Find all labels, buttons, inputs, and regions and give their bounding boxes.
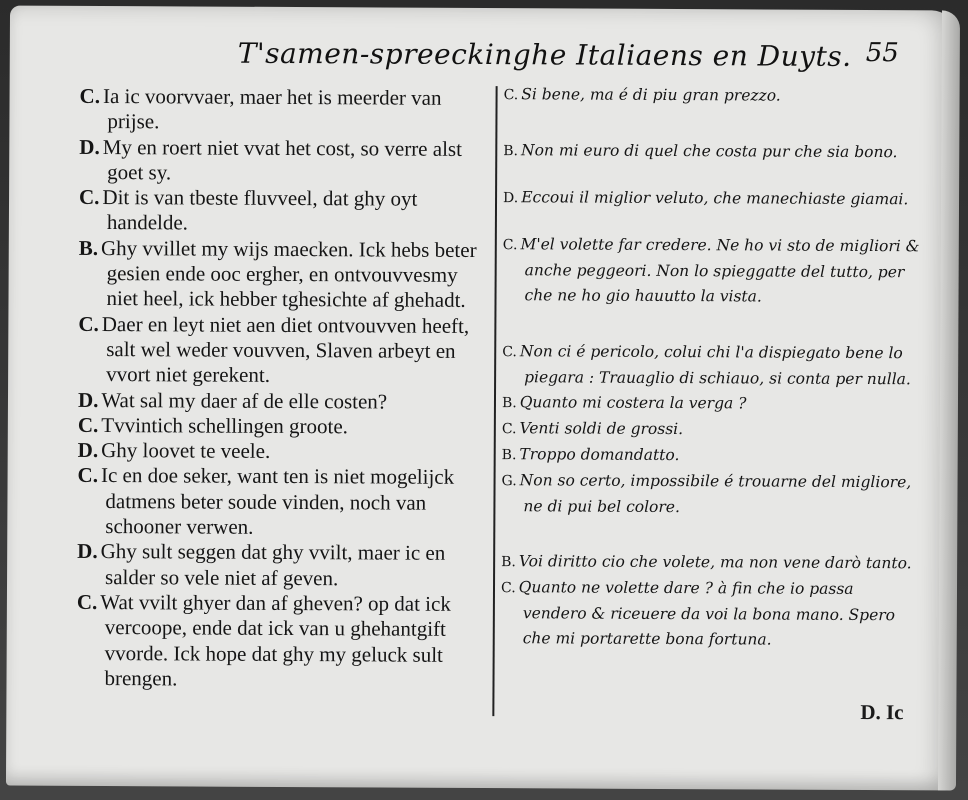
italian-line xyxy=(503,185,921,213)
dialogue-text: Wat sal my daer af de elle costen? xyxy=(101,387,388,414)
speaker-label: D. xyxy=(77,438,99,463)
dialogue-text: Troppo domandatto. xyxy=(519,445,680,465)
dutch-line xyxy=(76,590,489,693)
speaker-label: B. xyxy=(78,235,99,260)
page-edge xyxy=(938,10,960,790)
dialogue-text: Venti soldi de grossi. xyxy=(519,419,684,439)
speaker-label: D. xyxy=(77,387,99,412)
column-divider xyxy=(492,86,497,716)
speaker-label: C. xyxy=(78,185,100,210)
dutch-line xyxy=(78,387,490,414)
dialogue-text: My en roert niet vvat het cost, so verre alst goet sy. xyxy=(102,134,463,185)
italian-line xyxy=(501,549,919,577)
dialogue-text: M'el volette far credere. Ne ho vi sto de migliori & anche peggeori. Non lo spieggatte del tutto, per che ne ho gio hauutto la vista. xyxy=(520,235,920,306)
italian-line xyxy=(502,339,920,392)
dialogue-text: Non so certo, impossibile é trouarne del migliore, ne di pui bel colore. xyxy=(519,471,912,517)
dialogue-text: Non mi euro di quel che costa pur che sia bono. xyxy=(521,141,898,162)
italian-line xyxy=(502,232,920,310)
speaker-label: C. xyxy=(77,463,99,488)
dutch-column xyxy=(76,84,491,693)
speaker-label: D. xyxy=(77,539,98,564)
speaker-label: D. xyxy=(79,134,100,159)
dutch-line xyxy=(78,413,490,440)
dialogue-text: Non ci é pericolo, colui chi l'a dispiegato bene lo piegara : Trauaglio di schiauo, si conta per nulla. xyxy=(519,342,911,389)
dutch-line xyxy=(79,134,491,187)
dialogue-text: Quanto ne volette dare ? à fin che io passa vendero & riceuere da voi la bona mano. Spero che mi portarette bona fortuna. xyxy=(518,578,896,649)
dutch-line xyxy=(79,185,491,238)
dialogue-text: Ghy sult seggen dat ghy vvilt, maer ic en salder so vele niet af geven. xyxy=(100,539,446,590)
dialogue-text: Eccoui il miglior veluto, che manechiaste giamai. xyxy=(521,188,909,209)
speaker-label: C. xyxy=(78,311,99,336)
italian-column xyxy=(501,82,922,653)
dialogue-text: Ghy vvillet my wijs maecken. Ick hebs beter gesien ende ooc ergher, en ontvouvvesmy niet heel, ick hebber tghesichte af ghehadt. xyxy=(100,235,477,313)
dutch-line xyxy=(77,539,489,592)
dutch-line xyxy=(78,438,490,465)
speaker-label: B. xyxy=(501,395,517,412)
italian-line xyxy=(501,468,919,521)
dutch-line xyxy=(77,463,489,541)
italian-line xyxy=(502,416,920,444)
dialogue-text: Dit is van tbeste fluvveel, dat ghy oyt handelde. xyxy=(102,185,418,235)
speaker-label: B. xyxy=(501,447,517,464)
dialogue-text: Quanto mi costera la verga ? xyxy=(519,393,747,413)
dialogue-text: Daer en leyt niet aen diet ontvouvven heeft, salt wel weder vouvven, Slaven arbeyt en vvort niet gerekent. xyxy=(101,311,470,388)
italian-line xyxy=(503,138,921,166)
speaker-label: C. xyxy=(77,412,99,437)
dialogue-text: Wat vvilt ghyer dan af gheven? op dat ick vercoope, ende dat ick van u ghehantgift vvorde. Ick hope dat ghy my geluck sult brengen. xyxy=(100,589,451,691)
dutch-line xyxy=(78,312,490,390)
speaker-label: C. xyxy=(79,83,101,109)
dialogue-text: Si bene, ma é di piu gran prezzo. xyxy=(521,85,781,105)
speaker-label: C. xyxy=(76,589,98,614)
page-number: 55 xyxy=(865,38,899,69)
speaker-label: B. xyxy=(503,143,519,160)
speaker-label: C. xyxy=(502,344,517,361)
speaker-label: D. xyxy=(503,190,519,207)
dutch-line xyxy=(78,236,490,314)
running-header: T'samen-spreeckinghe Italiaens en Duyts. xyxy=(237,36,852,73)
speaker-label: C. xyxy=(501,421,517,438)
catchword: D. Ic xyxy=(860,699,904,725)
book-page xyxy=(6,6,954,791)
dialogue-text: Ghy loovet te veele. xyxy=(101,438,271,464)
dialogue-text: Ia ic voorvvaer, maer het is meerder van prijse. xyxy=(102,84,442,134)
italian-line xyxy=(501,575,919,653)
speaker-label: C. xyxy=(503,87,519,104)
speaker-label: G. xyxy=(501,473,517,490)
italian-line xyxy=(504,82,922,110)
speaker-label: B. xyxy=(501,554,516,571)
dialogue-text: Ic en doe seker, want ten is niet mogelijck datmens beter soude vinden, noch van schooner verwen. xyxy=(100,463,455,539)
italian-line xyxy=(502,442,920,470)
speaker-label: C. xyxy=(502,237,518,254)
dialogue-text: Voi diritto cio che volete, ma non vene darò tanto. xyxy=(518,552,912,573)
dutch-line xyxy=(79,84,491,137)
italian-line xyxy=(502,390,920,418)
dialogue-text: Tvvintich schellingen groote. xyxy=(101,412,349,439)
speaker-label: C. xyxy=(500,580,516,597)
